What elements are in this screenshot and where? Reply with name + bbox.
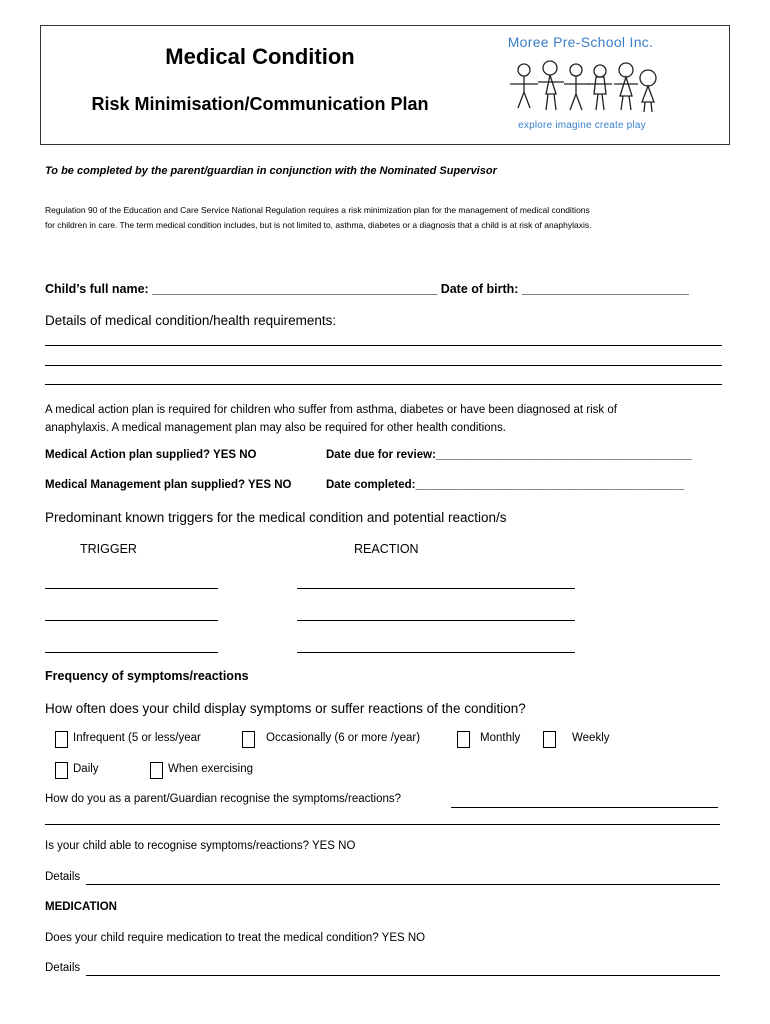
child-name-row xyxy=(45,282,689,296)
reaction-line-1[interactable] xyxy=(297,588,575,589)
occasionally-label: Occasionally (6 or more /year) xyxy=(266,732,421,744)
condition-details-line-1[interactable] xyxy=(45,345,722,346)
exercising-checkbox[interactable] xyxy=(150,762,163,779)
frequency-heading: Frequency of symptoms/reactions xyxy=(45,669,249,683)
condition-details-line-2[interactable] xyxy=(45,365,722,366)
regulation-line-2: for children in care. The term medical condition includes, but is not limited to, asthma, diabetes or a diagnosis that a child is at risk of anaphylaxis. xyxy=(45,220,592,230)
recognise-question: How do you as a parent/Guardian recognise the symptoms/reactions? xyxy=(45,793,402,805)
weekly-label: Weekly xyxy=(572,732,610,744)
dob-field[interactable]: ________________________ xyxy=(521,282,689,296)
monthly-checkbox[interactable] xyxy=(457,731,470,748)
intro-text: To be completed by the parent/guardian in conjunction with the Nominated Supervisor xyxy=(45,165,497,177)
regulation-line-1: Regulation 90 of the Education and Care Service National Regulation requires a risk minimization plan for the management of medical conditions xyxy=(45,205,590,215)
occasionally-checkbox[interactable] xyxy=(242,731,255,748)
medication-details-line[interactable] xyxy=(86,975,720,976)
action-plan-supplied[interactable]: Medical Action plan supplied? YES NO xyxy=(45,449,257,461)
action-plan-line-2: anaphylaxis. A medical management plan may also be required for other health conditions. xyxy=(45,422,506,434)
reaction-line-3[interactable] xyxy=(297,652,575,653)
triggers-heading: Predominant known triggers for the medical condition and potential reaction/s xyxy=(45,510,507,525)
action-plan-line-1: A medical action plan is required for children who suffer from asthma, diabetes or have been diagnosed at risk of xyxy=(45,404,617,416)
management-plan-supplied[interactable]: Medical Management plan supplied? YES NO xyxy=(45,479,292,491)
child-recognise-question[interactable]: Is your child able to recognise symptoms/reactions? YES NO xyxy=(45,840,356,852)
daily-checkbox[interactable] xyxy=(55,762,68,779)
daily-label: Daily xyxy=(73,763,99,775)
trigger-line-3[interactable] xyxy=(45,652,218,653)
condition-details-line-3[interactable] xyxy=(45,384,722,385)
weekly-checkbox[interactable] xyxy=(543,731,556,748)
logo-tagline: explore imagine create play xyxy=(518,120,646,131)
recognise-details-line[interactable] xyxy=(86,884,720,885)
form-subtitle: Risk Minimisation/Communication Plan xyxy=(91,94,429,114)
reaction-line-2[interactable] xyxy=(297,620,575,621)
medication-heading: MEDICATION xyxy=(45,901,117,913)
trigger-line-2[interactable] xyxy=(45,620,218,621)
recognise-answer-line-2[interactable] xyxy=(45,824,720,825)
medication-details-label: Details xyxy=(45,962,81,974)
infrequent-checkbox[interactable] xyxy=(55,731,68,748)
recognise-answer-line-1[interactable] xyxy=(451,807,718,808)
reaction-column-label: REACTION xyxy=(354,542,419,556)
form-title: Medical Condition xyxy=(165,44,355,69)
child-name-label: Child’s full name: xyxy=(45,282,153,296)
monthly-label: Monthly xyxy=(480,732,521,744)
trigger-line-1[interactable] xyxy=(45,588,218,589)
review-date-field[interactable]: Date due for review:________________________________________ xyxy=(326,449,692,461)
medication-question[interactable]: Does your child require medication to treat the medical condition? YES NO xyxy=(45,932,426,944)
date-completed-field[interactable]: Date completed:__________________________________________ xyxy=(326,479,685,491)
frequency-question: How often does your child display symptoms or suffer reactions of the condition? xyxy=(45,701,526,716)
infrequent-label: Infrequent (5 or less/year xyxy=(73,732,201,744)
regulation-text xyxy=(45,203,735,233)
logo-name: Moree Pre-School Inc. xyxy=(507,34,654,50)
trigger-column-label: TRIGGER xyxy=(80,542,137,556)
child-name-field[interactable]: _________________________________________ xyxy=(152,282,438,296)
action-plan-info xyxy=(45,401,617,437)
recognise-details-label: Details xyxy=(45,871,81,883)
dob-label: Date of birth: xyxy=(437,282,522,296)
preschool-logo xyxy=(488,32,688,136)
children-drawing-icon xyxy=(502,58,662,118)
condition-details-label: Details of medical condition/health requirements: xyxy=(45,313,337,328)
exercising-label: When exercising xyxy=(168,763,254,775)
